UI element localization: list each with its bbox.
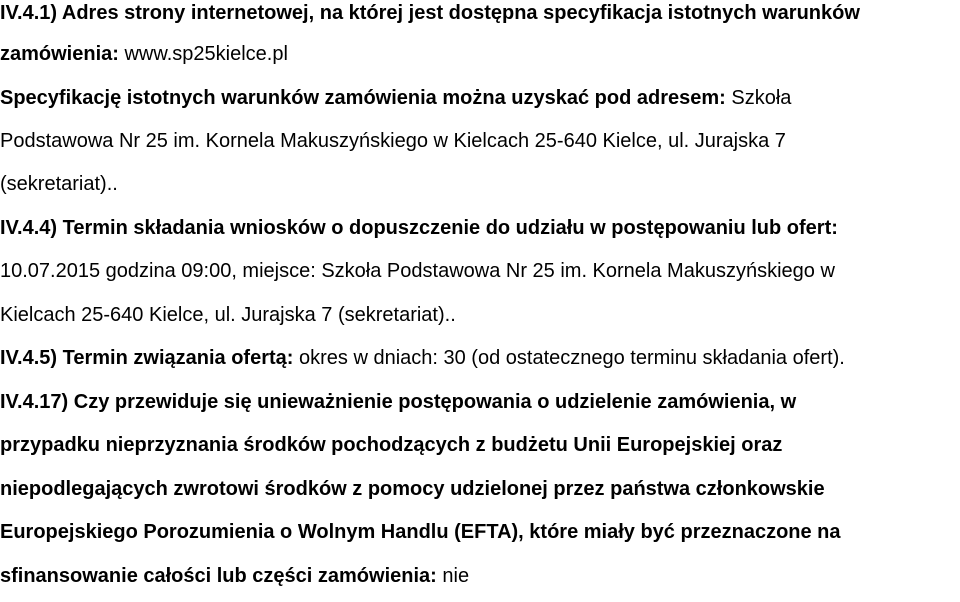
section-iv-4-17-line4: Europejskiego Porozumienia o Wolnym Handlu (EFTA), które miały być przeznaczone na [0, 521, 841, 543]
spec-address-value-part3: (sekretariat).. [0, 173, 118, 195]
section-iv-4-1-line2 [0, 41, 288, 67]
section-iv-4-17-answer: nie [436, 565, 470, 587]
section-iv-4-17-line3: niepodlegających zwrotowi środków z pomocy udzielonej przez państwa członkowskie [0, 478, 825, 500]
section-iv-4-4-heading: IV.4.4) Termin składania wniosków o dopuszczenie do udziału w postępowaniu lub ofert: [0, 217, 838, 239]
section-iv-4-17-line5 [0, 563, 469, 589]
section-iv-4-4-value-line1: 10.07.2015 godzina 09:00, miejsce: Szkoła Podstawowa Nr 25 im. Kornela Makuszyńskiego w [0, 260, 835, 282]
section-iv-4-5-line [0, 345, 845, 371]
section-iv-4-1-heading-line1: IV.4.1) Adres strony internetowej, na której jest dostępna specyfikacja istotnych warunków [0, 2, 860, 24]
spec-address-value-part2: Podstawowa Nr 25 im. Kornela Makuszyńskiego w Kielcach 25-640 Kielce, ul. Jurajska 7 [0, 130, 786, 152]
specification-url: www.sp25kielce.pl [118, 43, 288, 65]
spec-address-line1 [0, 85, 791, 111]
section-iv-4-5-value: okres w dniach: 30 (od ostatecznego terminu składania ofert). [293, 347, 845, 369]
section-iv-4-4-value-line2: Kielcach 25-640 Kielce, ul. Jurajska 7 (sekretariat).. [0, 304, 456, 326]
spec-address-label: Specyfikację istotnych warunków zamówienia można uzyskać pod adresem: [0, 87, 726, 109]
section-iv-4-17-line1: IV.4.17) Czy przewiduje się unieważnienie postępowania o udzielenie zamówienia, w [0, 391, 797, 413]
section-iv-4-17-question-end: sfinansowanie całości lub części zamówienia: [0, 565, 437, 587]
section-iv-4-1-heading-line2: zamówienia: [0, 43, 119, 65]
section-iv-4-17-line2: przypadku nieprzyznania środków pochodzących z budżetu Unii Europejskiej oraz [0, 434, 783, 456]
section-iv-4-5-heading: IV.4.5) Termin związania ofertą: [0, 347, 294, 369]
spec-address-value-part1: Szkoła [725, 87, 792, 109]
